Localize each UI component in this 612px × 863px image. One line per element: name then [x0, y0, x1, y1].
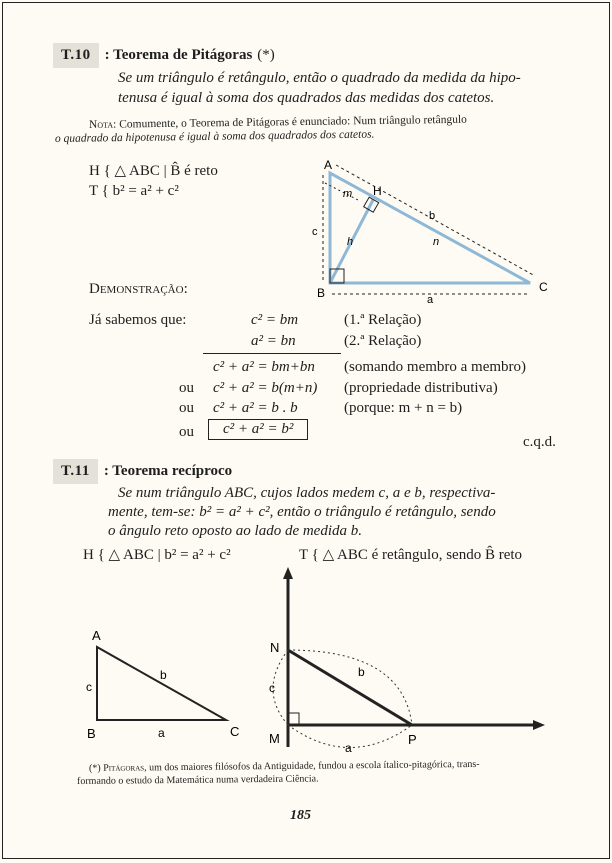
note-line — [89, 114, 467, 131]
theorem-10-heading — [53, 43, 275, 68]
proof-step-lhs: c² = bm — [251, 312, 299, 328]
right-angle-mark — [288, 713, 299, 725]
side-b-label: b — [429, 210, 436, 222]
side-c-label: c — [312, 226, 318, 238]
proof-step-rhs: (somando membro a membro) — [344, 359, 527, 375]
boxed-conclusion: c² + a² = b² — [208, 419, 308, 440]
segment-m-label: m — [343, 188, 353, 200]
vertex-b-label: B — [317, 286, 326, 300]
vertex-c-label: C — [539, 280, 548, 294]
vertex-b-label: B — [87, 726, 96, 741]
side-a-label: a — [427, 294, 434, 306]
right-triangle-figure — [303, 153, 563, 313]
arc-a-label: a — [345, 741, 352, 755]
proof-step-prefix: ou — [179, 400, 194, 416]
vertex-c-label: C — [230, 724, 240, 739]
arrowhead — [283, 567, 293, 579]
proof-step-lhs: a² = bn — [251, 333, 296, 349]
point-p-label: P — [408, 732, 417, 747]
proof-step-prefix: ou — [179, 380, 194, 396]
point-m-label: M — [269, 731, 280, 746]
proof-step-lhs: c² + a² = b(m+n) — [213, 380, 318, 396]
proof-step-rhs: (porque: m + n = b) — [344, 400, 463, 416]
theorem-statement-line: o ângulo reto oposto ao lado de medida b. — [108, 523, 363, 539]
proof-step-rhs: (1.ª Relação) — [344, 312, 422, 328]
proof-step-lhs: c² + a² = b . b — [213, 400, 298, 416]
theorem-statement-line: tenusa é igual à soma dos quadrados das medidas dos catetos. — [118, 90, 495, 106]
proof-step-lhs: c² + a² = bm+bn — [213, 359, 315, 375]
vertex-a-label: A — [324, 158, 333, 172]
segment-h-label: h — [347, 236, 354, 248]
arc-c — [273, 650, 288, 725]
theorem-title: : Teorema recíproco — [103, 463, 233, 479]
proof-step-rhs: (propriedade distributiva) — [344, 380, 498, 396]
dimension-b — [336, 165, 535, 276]
theorem-11-heading — [53, 459, 232, 484]
footnote-name: Pitágoras, — [103, 762, 147, 774]
proof-step-rhs: (2.ª Relação) — [344, 333, 422, 349]
arrowhead — [533, 720, 545, 730]
arc-c-label: c — [269, 681, 275, 695]
footnote-mark: (*) — [88, 762, 101, 774]
vertex-a-label: A — [92, 628, 101, 643]
hypothesis: H { △ ABC | b² = a² + c² — [83, 547, 231, 563]
page-number: 185 — [290, 808, 311, 823]
note-label: Nota: — [88, 118, 117, 131]
hypotenuse-np — [288, 650, 412, 725]
hypothesis: H { △ ABC | B̂ é reto — [89, 163, 218, 179]
thesis: T { b² = a² + c² — [89, 183, 179, 199]
side-a-label: a — [158, 726, 165, 740]
side-b-label: b — [160, 668, 167, 682]
theorem-title: : Teorema de Pitágoras — [104, 47, 253, 63]
triangle-abc-figure — [83, 623, 253, 748]
theorem-statement-line: Se um triângulo é retângulo, então o quadrado da medida da hipo- — [118, 70, 521, 86]
theorem-number: T.11 — [53, 459, 98, 484]
theorem-statement-line: mente, tem-se: b² = a² + c², então o triângulo é retângulo, sendo — [108, 504, 496, 520]
footnote-text: um dos maiores filósofos da Antiguidade, fundou a escola ítalico-pitagórica, trans- — [149, 758, 480, 774]
footnote-line: formando o estudo da Matemática numa verdadeira Ciência. — [76, 773, 319, 787]
thesis: T { △ ABC é retângulo, sendo B̂ reto — [299, 547, 523, 563]
proof-step-prefix: ou — [179, 424, 194, 440]
arc-b-label: b — [358, 665, 365, 679]
qed: c.q.d. — [523, 434, 556, 450]
theorem-number: T.10 — [53, 43, 99, 68]
sum-rule — [203, 353, 341, 354]
footnote-line — [89, 759, 480, 774]
side-c-label: c — [86, 680, 92, 694]
demonstration-label: Demonstração: — [89, 281, 188, 297]
note-line: o quadrado da hipotenusa é igual à soma dos quadrados dos catetos. — [54, 128, 375, 145]
already-know-text: Já sabemos que: — [89, 312, 187, 328]
note-text: Comumente, o Teorema de Pitágoras é enunciado: Num triângulo retângulo — [119, 113, 467, 131]
triangle-abc — [97, 647, 226, 720]
theorem-statement-line: Se num triângulo ABC, cujos lados medem c, a e b, respectiva- — [118, 485, 496, 501]
construction-figure — [253, 565, 553, 760]
footnote-marker: (*) — [257, 47, 275, 63]
foot-h-label: H — [373, 184, 382, 198]
book-page — [2, 2, 610, 859]
segment-n-label: n — [433, 236, 440, 248]
point-n-label: N — [270, 640, 280, 655]
